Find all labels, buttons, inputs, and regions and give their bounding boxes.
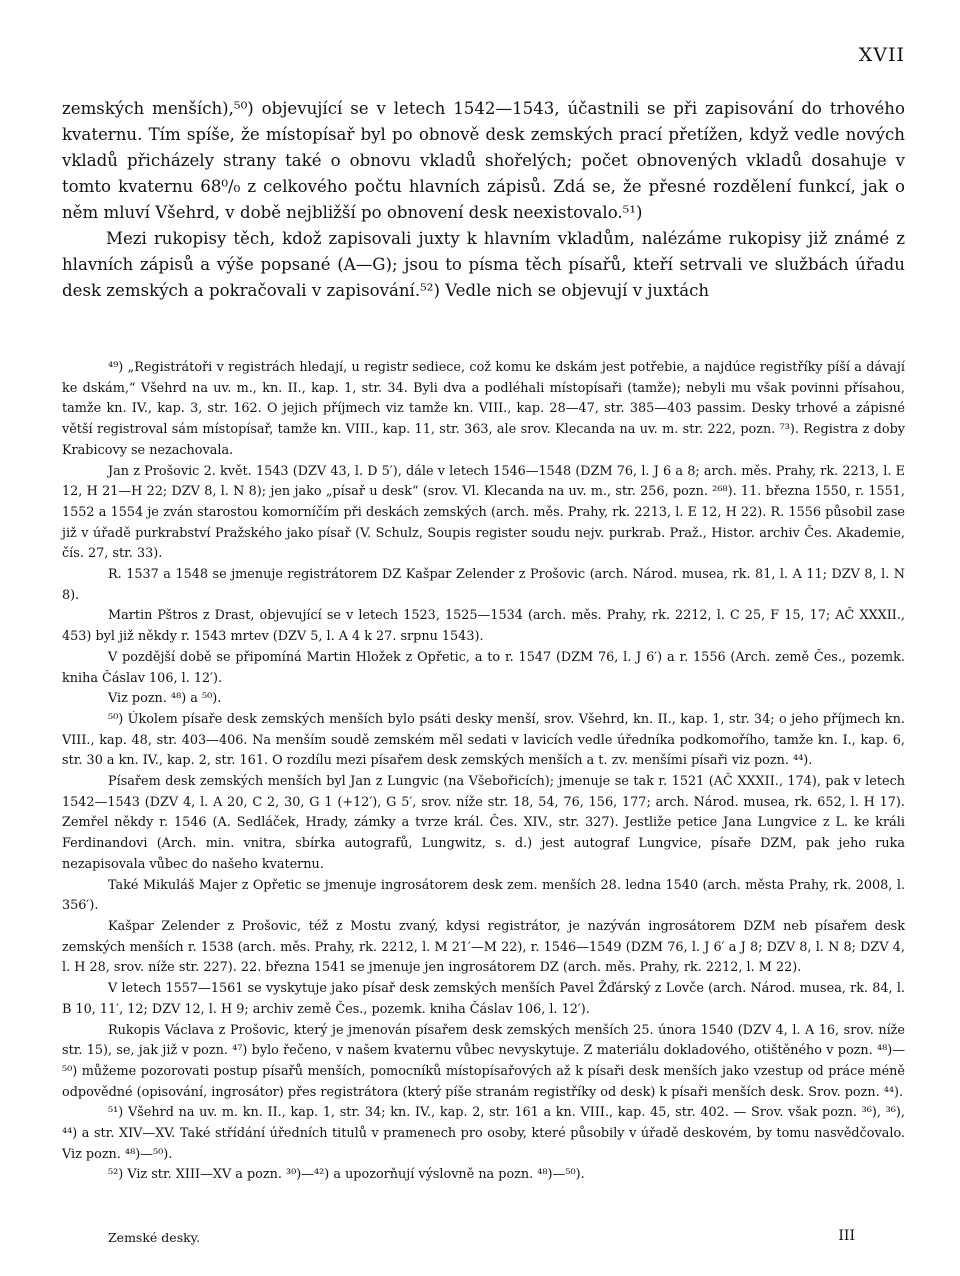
signature-mark: Zemské desky. bbox=[108, 1230, 201, 1245]
main-text bbox=[62, 96, 905, 304]
main-paragraph: Mezi rukopisy těch, kdož zapisovali juxty k hlavním vkladům, nalézáme rukopisy již známé z hlavních zápisů a výše popsané (A—G); jsou to písma těch písařů, kteří setrvali ve službách úřadu desk zemských a pokračovali v zapisování.⁵²) Vedle nich se objevují v juxtách bbox=[62, 229, 905, 300]
footnote-paragraph: Jan z Prošovic 2. květ. 1543 (DZV 43, l. D 5′), dále v letech 1546—1548 (DZM 76, l. J 6 a 8; arch. měs. Prahy, rk. 2213, l. E 12, H 21—H 22; DZV 8, l. N 8); jen jako „písař u desk“ (srov. Vl. Klecanda na uv. m., str. 256, pozn. ²⁶⁸). 11. března 1550, r. 1551, 1552 a 1554 je zván starostou komorníčím při deskách zemských (arch. měs. Prahy, rk. 2213, l. E 12, H 22). R. 1556 působil zase již v úřadě purkrabství Pražského jako písař (V. Schulz, Soupis register soudu nejv. purkrab. Praž., Histor. archiv Čes. Akademie, čís. 27, str. 33). bbox=[62, 463, 905, 562]
footnote-paragraph: Viz pozn. ⁴⁸) a ⁵⁰). bbox=[108, 691, 222, 707]
document-page bbox=[62, 40, 905, 1260]
footnote-paragraph: V letech 1557—1561 se vyskytuje jako písař desk zemských menších Pavel Žďárský z Lovče (arch. Národ. musea, rk. 84, l. B 10, 11′, 12; DZV 12, l. H 9; archiv země Čes., pozemk. kniha Čáslav 106, l. 12′). bbox=[62, 981, 905, 1017]
footnote-paragraph: R. 1537 a 1548 se jmenuje registrátorem DZ Kašpar Zelender z Prošovic (arch. Národ. musea, rk. 81, l. A 11; DZV 8, l. N 8). bbox=[62, 567, 905, 603]
footnote-paragraph: Také Mikuláš Majer z Opřetic se jmenuje ingrosátorem desk zem. menších 28. ledna 1540 (arch. města Prahy, rk. 2008, l. 356′). bbox=[62, 877, 905, 914]
footnote-49: ⁴⁹) „Registrátoři v registrách hledají, u registr sediece, což komu ke dskám jest potřebie, a najdúce registříky píší a dávají ke dskám,“ Všehrd na uv. m., kn. II., kap. 1, str. 34. Byli dva a podléhali místopísaři (tamže); nebyli mu však povinni přísahou, tamže kn. IV., kap. 3, str. 162. O jejich příjmech viz tamže kn. VIII., kap. 28—47, str. 385—403 passim. Desky trhové a zápisné větší registroval sám místopísař, tamže kn. VIII., kap. 11, str. 363, ale srov. Klecanda na uv. m. str. 222, pozn. ⁷³). Registra z doby Krabicovy se nezachovala. bbox=[62, 360, 905, 458]
footnote-paragraph: Kašpar Zelender z Prošovic, též z Mostu zvaný, kdysi registrátor, je nazýván ingrosátorem DZM neb písařem desk zemských menších r. 1538 (arch. měs. Prahy, rk. 2212, l. M 21′—M 22), r. 1546—1549 (DZM 76, l. J 6′ a J 8; DZV 8, l. N 8; DZV 4, l. H 28, srov. níže str. 227). 22. března 1541 se jmenuje jen ingrosátorem DZ (arch. měs. Prahy, rk. 2212, l. M 22). bbox=[62, 918, 905, 976]
footnote-paragraph: Písařem desk zemských menších byl Jan z Lungvic (na Všebořicích); jmenuje se tak r. 1521 (AČ XXXII., 174), pak v letech 1542—1543 (DZV 4, l. A 20, C 2, 30, G 1 (+12′), G 5′, srov. níže str. 18, 54, 76, 156, 177; arch. Národ. musea, rk. 652, l. H 17). Zemřel někdy r. 1546 (A. Sedláček, Hrady, zámky a tvrze král. Čes. XIV., str. 327). Jestliže petice Jana Lungvice z L. ke králi Ferdinandovi (Arch. min. vnitra, sbírka autografů, Lungwitz, s. d.) jest autograf Lungvice, písaře DZM, pak jeho ruka nezapisovala vůbec do našeho kvaternu. bbox=[62, 774, 905, 872]
footnotes bbox=[62, 358, 905, 1186]
footnote-paragraph: Martin Pštros z Drast, objevující se v letech 1523, 1525—1534 (arch. měs. Prahy, rk. 2212, l. C 25, F 15, 17; AČ XXXII., 453) byl již někdy r. 1543 mrtev (DZV 5, l. A 4 k 27. srpnu 1543). bbox=[62, 608, 905, 645]
footnote-50: ⁵⁰) Úkolem písaře desk zemských menších bylo psáti desky menší, srov. Všehrd, kn. II., kap. 1, str. 34; o jeho příjmech kn. VIII., kap. 48, str. 403—406. Na menším soudě zemském měl sedati v lavicích vedle úředníka podkomořího, tamže kn. I., kap. 6, str. 30 a kn. IV., kap. 2, str. 161. O rozdílu mezi písařem desk zemských menších a t. zv. menšími písaři viz pozn. ⁴⁴). bbox=[62, 711, 905, 769]
footnote-52: ⁵²) Viz str. XIII—XV a pozn. ³⁰)—⁴²) a upozorňují výslovně na pozn. ⁴⁸)—⁵⁰). bbox=[108, 1167, 585, 1183]
page-number-footer: III bbox=[838, 1228, 855, 1244]
main-paragraph: zemských menších),⁵⁰) objevující se v letech 1542—1543, účastnili se při zapisování do trhového kvaternu. Tím spíše, že místopísař byl po obnově desk zemských prací přetížen, když vedle nových vkladů přicházely strany také o obnovu vkladů shořelých; počet obnovených vkladů dosahuje v tomto kvaternu 68⁰/₀ z celkového počtu hlavních zápisů. Zdá se, že přesné rozdělení funkcí, jak o něm mluví Všehrd, v době nejbližší po obnovení desk neexistovalo.⁵¹) bbox=[62, 99, 905, 222]
page-number-header: XVII bbox=[858, 44, 905, 66]
footnote-paragraph: V pozdější době se připomíná Martin Hložek z Opřetic, a to r. 1547 (DZM 76, l. J 6′) a r. 1556 (Arch. země Čes., pozemk. kniha Čáslav 106, l. 12′). bbox=[62, 649, 905, 686]
footnote-51: ⁵¹) Všehrd na uv. m. kn. II., kap. 1, str. 34; kn. IV., kap. 2, str. 161 a kn. VIII., kap. 45, str. 402. — Srov. však pozn. ³⁶), ³⁶), ⁴⁴) a str. XIV—XV. Také střídání úředních titulů v pramenech pro osoby, které působily v úřadě deskovém, by tomu nasvědčovalo. Viz pozn. ⁴⁸)—⁵⁰). bbox=[62, 1105, 905, 1162]
footnote-paragraph: Rukopis Václava z Prošovic, který je jmenován písařem desk zemských menších 25. února 1540 (DZV 4, l. A 16, srov. níže str. 15), se, jak již v pozn. ⁴⁷) bylo řečeno, v našem kvaternu vůbec nevyskytuje. Z materiálu dokladového, otištěného v pozn. ⁴⁸)—⁵⁰) můžeme pozorovati postup písařů menších, pomocníků místopísařových až k písaři desk menších jako vzestup od práce méně odpovědné (opisování, ingrosátor) přes registrátora (který píše stranám registříky od desk) k písaři menších desk. Srov. pozn. ⁴⁴). bbox=[62, 1022, 905, 1100]
